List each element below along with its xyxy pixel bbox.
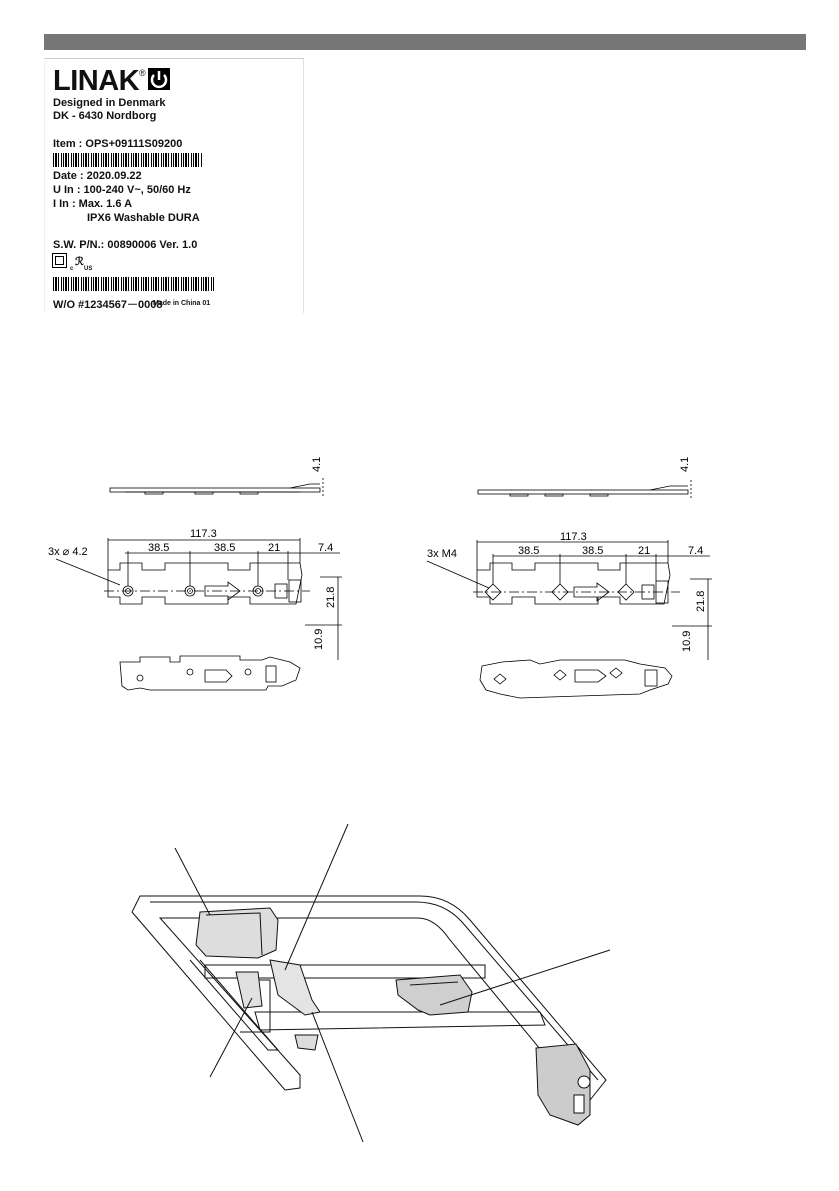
left-hole-label: 3x ⌀ 4.2: [48, 546, 88, 558]
current-text: I In : Max. 1.6 A: [53, 198, 133, 210]
ul-mark-icon: ℛ: [75, 256, 84, 268]
right-spacing-d: 7.4: [688, 545, 704, 557]
right-spacing-a: 38.5: [518, 545, 540, 557]
left-offset-dim: 10.9: [313, 628, 325, 650]
right-side-view: [478, 480, 691, 500]
left-width-dim: 21.8: [325, 586, 337, 608]
designed-in-text: Designed in Denmark: [53, 97, 166, 109]
right-spacing-c: 21: [638, 545, 651, 557]
right-length-dim: 117.3: [560, 531, 587, 543]
right-spacing-b: 38.5: [582, 545, 604, 557]
address-text: DK - 6430 Nordborg: [53, 110, 157, 122]
cert-us-mark: US: [84, 266, 93, 272]
right-plan-view: [427, 540, 712, 660]
registered-mark: ®: [139, 68, 146, 78]
item-number: Item : OPS+09111S09200: [53, 138, 183, 150]
brand-logo-text: LINAK: [53, 65, 140, 97]
left-spacing-c: 21: [268, 542, 281, 554]
right-hole-label: 3x M4: [427, 548, 457, 560]
left-plan-view: [56, 538, 342, 660]
left-spacing-a: 38.5: [148, 542, 170, 554]
right-iso-view: [480, 660, 672, 698]
left-height-dim: 4.1: [311, 456, 323, 472]
voltage-text: U In : 100-240 V~, 50/60 Hz: [53, 184, 191, 196]
ipx-rating-text: IPX6 Washable DURA: [87, 212, 200, 224]
left-iso-view: [120, 656, 300, 690]
left-spacing-b: 38.5: [214, 542, 236, 554]
right-width-dim: 21.8: [695, 590, 707, 612]
left-side-view: [110, 478, 323, 498]
left-length-dim: 117.3: [190, 528, 217, 540]
software-pn-text: S.W. P/N.: 00890006 Ver. 1.0: [53, 239, 198, 251]
date-text: Date : 2020.09.22: [53, 170, 142, 182]
right-height-dim: 4.1: [679, 456, 691, 472]
work-order-text: W/O #1234567－0008: [53, 299, 163, 311]
left-spacing-d: 7.4: [318, 542, 334, 554]
cert-c-mark: c: [70, 266, 74, 272]
right-offset-dim: 10.9: [681, 630, 693, 652]
assembly-frame: [132, 824, 610, 1142]
made-in-text: Made in China 01: [153, 300, 211, 307]
